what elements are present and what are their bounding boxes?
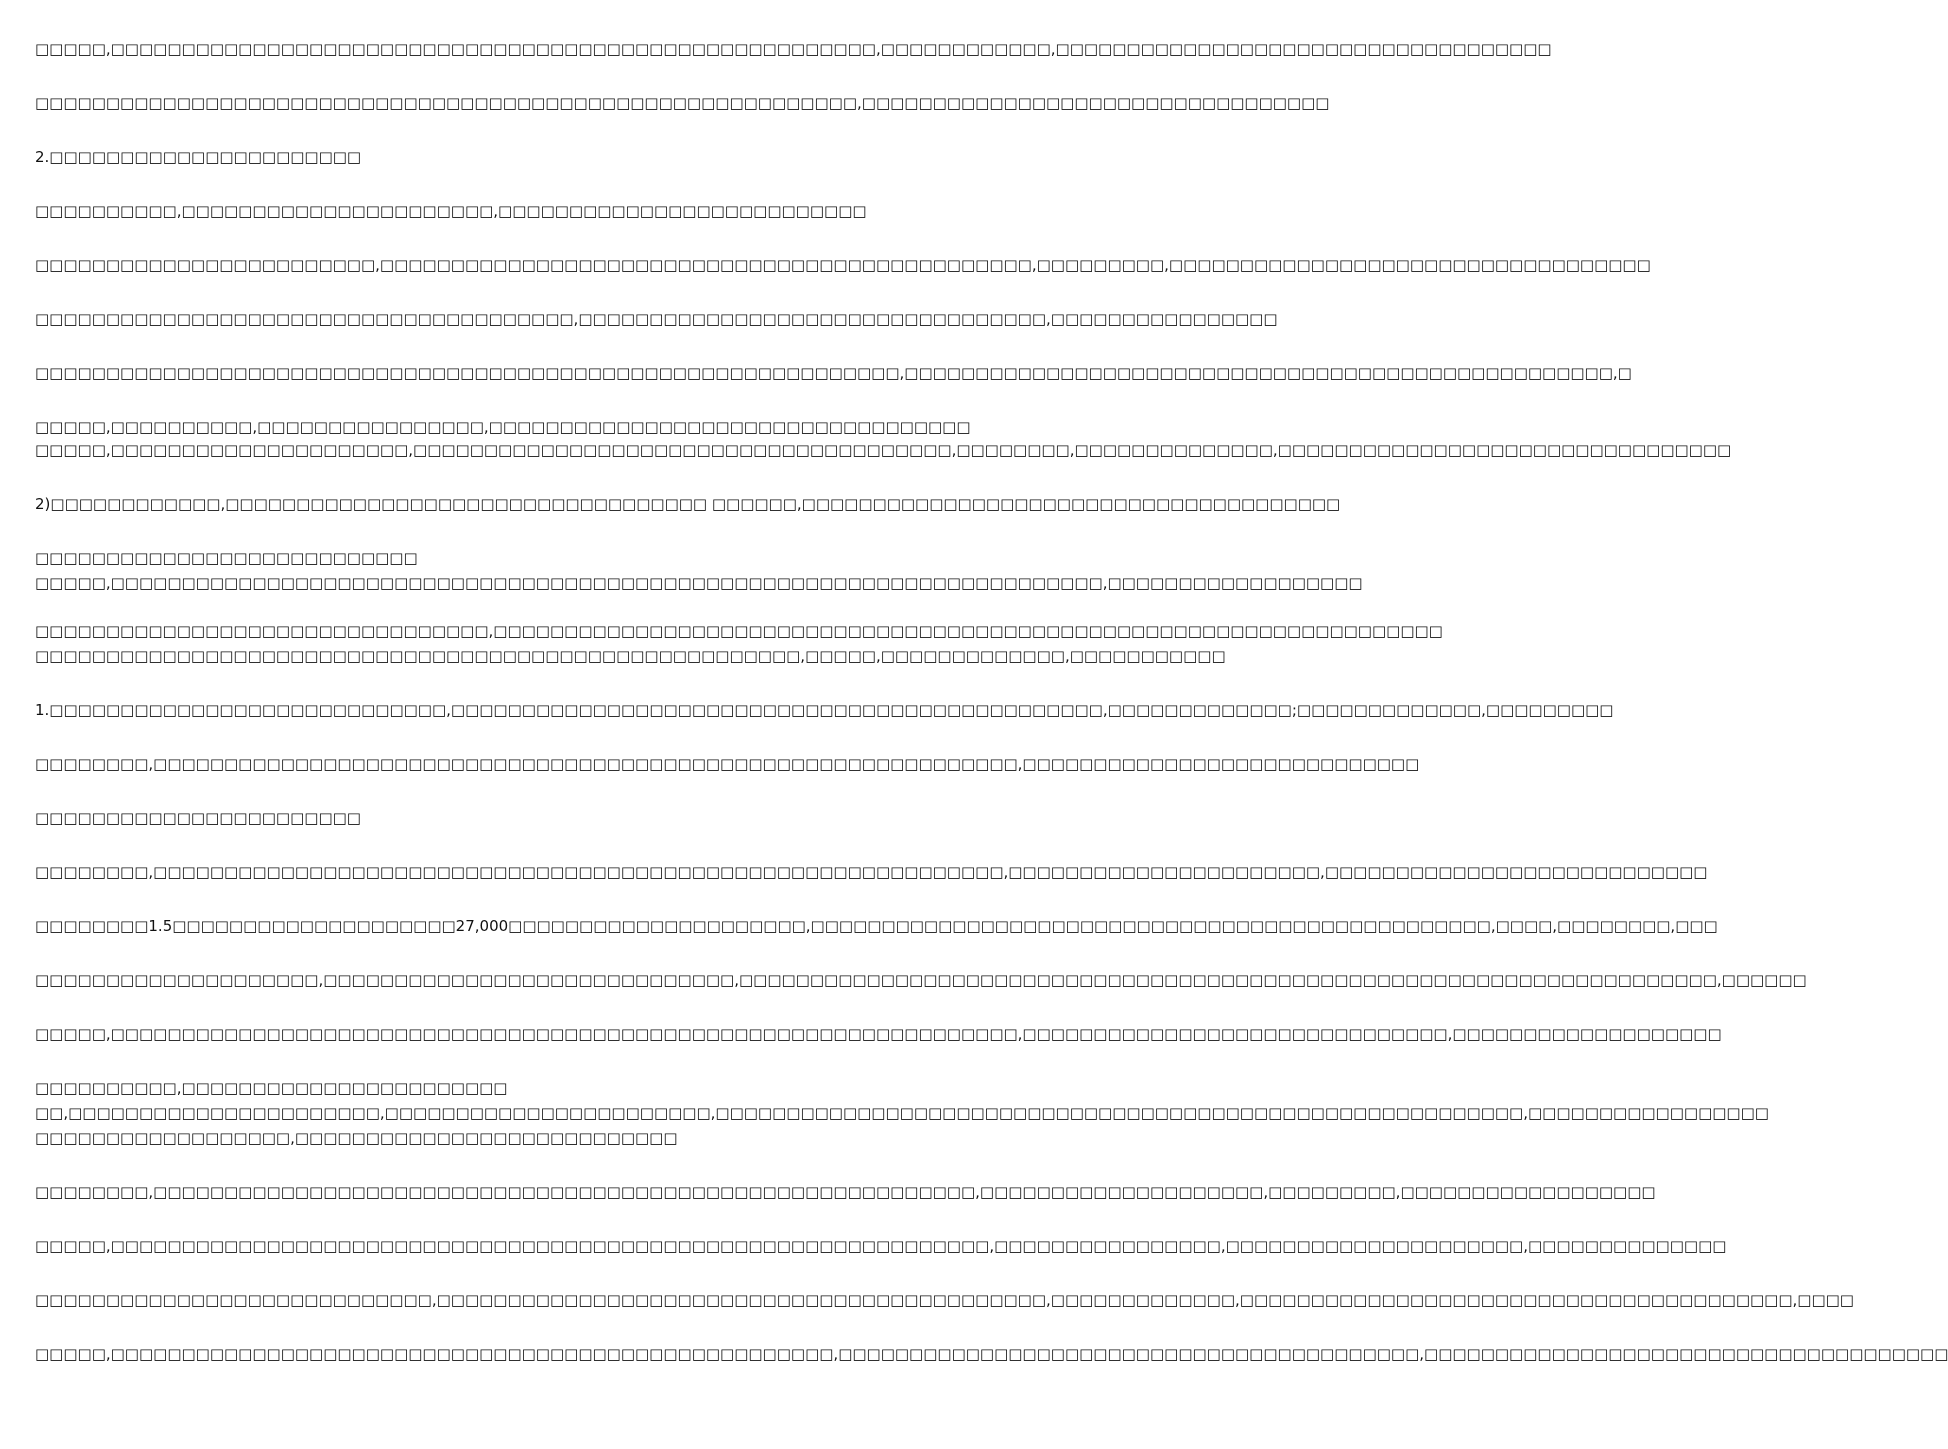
text-line: □□□□□□□□□□□□□□□□□□,□□□□□□□□□□□□□□□□□□□□□□□□□□□: [35, 1129, 678, 1147]
text-line: □□□□□□□□□□□□□□□□□□□□□□□□□□□□□□□□,□□□□□□□□□□□□□□□□□□□□□□□□□□□□□□□□□□□□□□□□□□□□□□□□□□□□□□□□□□□□□□□□□□□: [35, 622, 1443, 640]
section-heading: □□□□□□□□□□□□□□□□□□□□□□□: [35, 809, 361, 827]
text-line: □□□□□□□□□□□□□□□□□□□□,□□□□□□□□□□□□□□□□□□□□□□□□□□□□□,□□□□□□□□□□□□□□□□□□□□□□□□□□□□□□□□□□□□□□□□□□□□□□□□□□□□□□□□□□□□□□□□□□□□□,□□□□□□: [35, 971, 1807, 989]
text-line: □□□□□,□□□□□□□□□□□□□□□□□□□□□□□□□□□□□□□□□□□□□□□□□□□□□□□□□□□□□□□□□□□□□□□□,□□□□□□□□□□□□□□□□□□□□□□□□□□□□□□,□□□□□□□□□□□□□□□□□□□: [35, 1025, 1722, 1043]
text-line: □□□□□□□□□□□□□□□□□□□□□□□□,□□□□□□□□□□□□□□□□□□□□□□□□□□□□□□□□□□□□□□□□□□□□□□,□□□□□□□□□,□□□□□□□□□□□□□□□□□□□□□□□□□□□□□□□□□□: [35, 256, 1651, 274]
text-line: □□□□□□□□,□□□□□□□□□□□□□□□□□□□□□□□□□□□□□□□□□□□□□□□□□□□□□□□□□□□□□□□□□□,□□□□□□□□□□□□□□□□□□□□,□□□□□□□□□,□□□□□□□□□□□□□□□□□□: [35, 1183, 1656, 1201]
text-line: □□□□□□□□□□□□□□□□□□□□□□□□□□□□,□□□□□□□□□□□□□□□□□□□□□□□□□□□□□□□□□□□□□□□□□□□,□□□□□□□□□□□□□,□□□□□□□□□□□□□□□□□□□□□□□□□□□□□□□□□□□□□□□,□□□□: [35, 1291, 1854, 1309]
text-line: □□□□□,□□□□□□□□□□□□□□□□□□□□□□□□□□□□□□□□□□□□□□□□□□□□□□□□□□□□□□□□□□□□□□,□□□□□□□□□□□□□□□□,□□□□□□□□□□□□□□□□□□□□□,□□□□□□□□□□□□□□: [35, 1237, 1727, 1255]
text-line: □□□□□□□□□□□□□□□□□□□□□□□□□□□□□□□□□□□□□□□□□□□□□□□□□□□□□□□□□□,□□□□□□□□□□□□□□□□□□□□□□□□□□□□□□□□□: [35, 94, 1330, 112]
text-line: □□□□□,□□□□□□□□□□□□□□□□□□□□□,□□□□□□□□□□□□□□□□□□□□□□□□□□□□□□□□□□□□□□,□□□□□□□□,□□□□□□□□□□□□□□,□□□□□□□□□□□□□□□□□□□□□□□□□□□□□□□□: [35, 441, 1732, 459]
section-heading: □□□□□□□□□□,□□□□□□□□□□□□□□□□□□□□□□□: [35, 1079, 508, 1097]
text-line: □□□□□□□□,□□□□□□□□□□□□□□□□□□□□□□□□□□□□□□□□□□□□□□□□□□□□□□□□□□□□□□□□□□□□□,□□□□□□□□□□□□□□□□□□□□□□□□□□□□: [35, 755, 1420, 773]
document-body: [35, 38, 1948, 1366]
text-line: 2)□□□□□□□□□□□□,□□□□□□□□□□□□□□□□□□□□□□□□□□□□□□□□□□ □□□□□□,□□□□□□□□□□□□□□□□□□□□□□□□□□□□□□□□□□□□□□: [35, 495, 1341, 513]
text-line: □□□□□□□□,□□□□□□□□□□□□□□□□□□□□□□□□□□□□□□□□□□□□□□□□□□□□□□□□□□□□□□□□□□□□,□□□□□□□□□□□□□□□□□□□□□□,□□□□□□□□□□□□□□□□□□□□□□□□□□□: [35, 863, 1708, 881]
text-line: 1.□□□□□□□□□□□□□□□□□□□□□□□□□□□□,□□□□□□□□□□□□□□□□□□□□□□□□□□□□□□□□□□□□□□□□□□□□□□,□□□□□□□□□□□□□;□□□□□□□□□□□□□,□□□□□□□□□: [35, 701, 1614, 719]
text-line: □□□□□,□□□□□□□□□□□□□□□□□□□□□□□□□□□□□□□□□□□□□□□□□□□□□□□□□□□,□□□□□□□□□□□□□□□□□□□□□□□□□□□□□□□□□□□□□□□□□,□□□□□□□□□□□□□□□□□□□□□□□□□□□□□□□□□□□□□: [35, 1345, 1948, 1363]
text-line: □□□□□,□□□□□□□□□□,□□□□□□□□□□□□□□□□,□□□□□□□□□□□□□□□□□□□□□□□□□□□□□□□□□□: [35, 418, 971, 436]
text-line: □□□□□□□□□□,□□□□□□□□□□□□□□□□□□□□□□,□□□□□□□□□□□□□□□□□□□□□□□□□□: [35, 202, 867, 220]
text-line: □□□□□□□□□□□□□□□□□□□□□□□□□□□□□□□□□□□□□□,□□□□□□□□□□□□□□□□□□□□□□□□□□□□□□□□□,□□□□□□□□□□□□□□□□: [35, 310, 1278, 328]
text-line: □□□□□,□□□□□□□□□□□□□□□□□□□□□□□□□□□□□□□□□□□□□□□□□□□□□□□□□□□□□□□□□□□□□□□□□□□□□□,□□□□□□□□□□□□□□□□□□: [35, 574, 1363, 592]
text-line: □□□□□□□□□□□□□□□□□□□□□□□□□□□□□□□□□□□□□□□□□□□□□□□□□□□□□□□□□□□□□,□□□□□□□□□□□□□□□□□□□□□□□□□□□□□□□□□□□□□□□□□□□□□□□□□□,□: [35, 364, 1632, 382]
text-line: □□□□□,□□□□□□□□□□□□□□□□□□□□□□□□□□□□□□□□□□□□□□□□□□□□□□□□□□□□□□,□□□□□□□□□□□□,□□□□□□□□□□□□□□□□□□□□□□□□□□□□□□□□□□□: [35, 40, 1552, 58]
text-line: □□,□□□□□□□□□□□□□□□□□□□□□□,□□□□□□□□□□□□□□□□□□□□□□□,□□□□□□□□□□□□□□□□□□□□□□□□□□□□□□□□□□□□□□□□□□□□□□□□□□□□□□□□□,□□□□□□□□□□□□□□□□□: [35, 1104, 1769, 1122]
section-heading: 2.□□□□□□□□□□□□□□□□□□□□□□: [35, 148, 362, 166]
section-heading: □□□□□□□□□□□□□□□□□□□□□□□□□□□: [35, 549, 418, 567]
text-line: □□□□□□□□□□□□□□□□□□□□□□□□□□□□□□□□□□□□□□□□□□□□□□□□□□□□□□,□□□□□,□□□□□□□□□□□□□,□□□□□□□□□□□: [35, 647, 1226, 665]
text-line: □□□□□□□□1.5□□□□□□□□□□□□□□□□□□□□27,000□□□□□□□□□□□□□□□□□□□□□,□□□□□□□□□□□□□□□□□□□□□□□□□□□□□□□□□□□□□□□□□□□□□□□□,□□□□,□□□□□□□□,□□□: [35, 917, 1718, 935]
